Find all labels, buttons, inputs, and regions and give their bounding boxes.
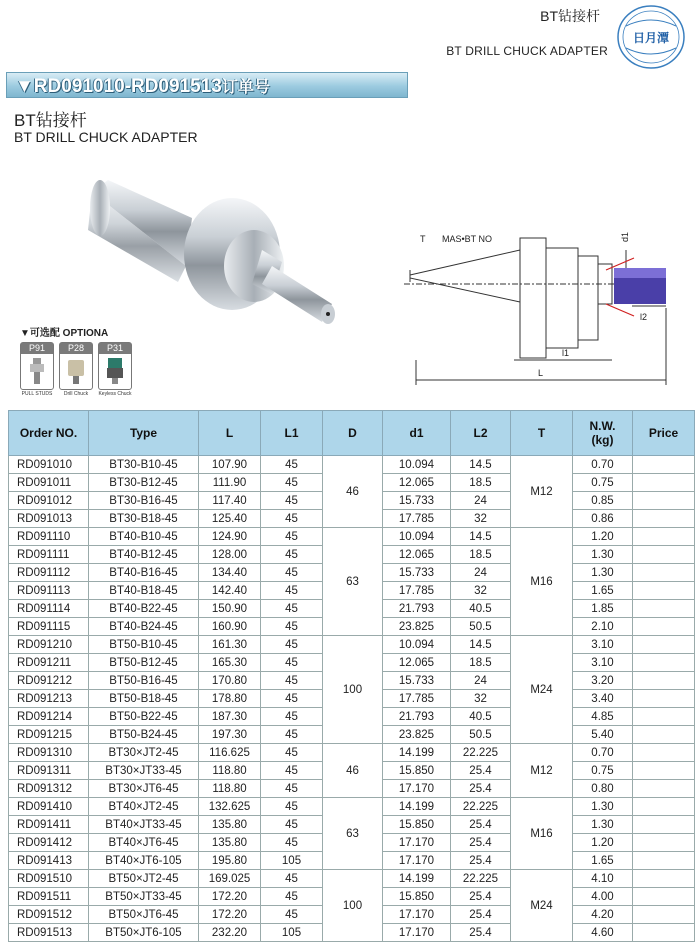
cell-L: 142.40 xyxy=(199,582,261,600)
cell-L2: 25.4 xyxy=(451,852,511,870)
cell-price xyxy=(633,744,695,762)
cell-T: M24 xyxy=(511,870,573,942)
cell-order-no: RD091214 xyxy=(9,708,89,726)
cell-D: 46 xyxy=(323,744,383,798)
option-tile-drill-chuck xyxy=(59,342,93,397)
cell-L2: 32 xyxy=(451,510,511,528)
cell-order-no: RD091510 xyxy=(9,870,89,888)
cell-L1: 45 xyxy=(261,636,323,654)
logo-lettering: 日月潭 xyxy=(632,31,670,45)
cell-price xyxy=(633,582,695,600)
cell-price xyxy=(633,834,695,852)
cell-L1: 45 xyxy=(261,834,323,852)
cell-L: 128.00 xyxy=(199,546,261,564)
cell-type: BT40×JT6-45 xyxy=(89,834,199,852)
cell-order-no: RD091114 xyxy=(9,600,89,618)
cell-L: 117.40 xyxy=(199,492,261,510)
cell-d1: 12.065 xyxy=(383,654,451,672)
cell-L: 135.80 xyxy=(199,834,261,852)
option-tiles xyxy=(20,342,132,397)
cell-L1: 45 xyxy=(261,744,323,762)
cell-order-no: RD091111 xyxy=(9,546,89,564)
option-code: P91 xyxy=(21,343,53,354)
cell-L2: 25.4 xyxy=(451,906,511,924)
cell-nw: 1.20 xyxy=(573,834,633,852)
cell-L: 169.025 xyxy=(199,870,261,888)
order-range-banner xyxy=(6,72,408,98)
cell-T: M16 xyxy=(511,528,573,636)
cell-d1: 17.785 xyxy=(383,510,451,528)
cell-order-no: RD091410 xyxy=(9,798,89,816)
banner-code-range: ▼RD091010-RD091513 xyxy=(15,76,222,97)
cell-type: BT40-B16-45 xyxy=(89,564,199,582)
cell-L: 197.30 xyxy=(199,726,261,744)
cell-price xyxy=(633,528,695,546)
cell-order-no: RD091411 xyxy=(9,816,89,834)
cell-L: 150.90 xyxy=(199,600,261,618)
cell-type: BT50×JT2-45 xyxy=(89,870,199,888)
cell-order-no: RD091011 xyxy=(9,474,89,492)
cell-nw: 1.30 xyxy=(573,816,633,834)
drawing-label-l1: l1 xyxy=(562,348,570,358)
cell-L2: 25.4 xyxy=(451,888,511,906)
options-label: ▼可选配 OPTIONA xyxy=(20,328,109,339)
cell-order-no: RD091513 xyxy=(9,924,89,942)
cell-L2: 50.5 xyxy=(451,726,511,744)
cell-L1: 45 xyxy=(261,510,323,528)
option-tile-pull-studs xyxy=(20,342,54,397)
cell-nw: 3.20 xyxy=(573,672,633,690)
option-code: P31 xyxy=(99,343,131,354)
section-title-en: BT DRILL CHUCK ADAPTER xyxy=(14,129,198,145)
cell-nw: 1.20 xyxy=(573,528,633,546)
cell-L1: 105 xyxy=(261,924,323,942)
cell-order-no: RD091310 xyxy=(9,744,89,762)
cell-d1: 17.785 xyxy=(383,690,451,708)
cell-L1: 45 xyxy=(261,672,323,690)
cell-nw: 4.85 xyxy=(573,708,633,726)
cell-L: 187.30 xyxy=(199,708,261,726)
col-header-T: T xyxy=(511,411,573,456)
cell-L1: 45 xyxy=(261,474,323,492)
cell-d1: 23.825 xyxy=(383,726,451,744)
cell-nw: 0.70 xyxy=(573,744,633,762)
cell-price xyxy=(633,600,695,618)
cell-nw: 1.30 xyxy=(573,546,633,564)
cell-price xyxy=(633,456,695,474)
cell-L2: 32 xyxy=(451,582,511,600)
banner-suffix: 订单号 xyxy=(221,79,270,96)
cell-type: BT50-B18-45 xyxy=(89,690,199,708)
cell-nw: 4.00 xyxy=(573,888,633,906)
cell-order-no: RD091312 xyxy=(9,780,89,798)
cell-L2: 22.225 xyxy=(451,798,511,816)
cell-L2: 40.5 xyxy=(451,600,511,618)
cell-L1: 45 xyxy=(261,654,323,672)
cell-order-no: RD091210 xyxy=(9,636,89,654)
cell-nw: 2.10 xyxy=(573,618,633,636)
cell-d1: 21.793 xyxy=(383,708,451,726)
cell-price xyxy=(633,906,695,924)
table-row xyxy=(9,744,695,762)
table-row xyxy=(9,798,695,816)
table-header-row xyxy=(9,411,695,456)
cell-nw: 4.60 xyxy=(573,924,633,942)
cell-d1: 14.199 xyxy=(383,870,451,888)
cell-L: 125.40 xyxy=(199,510,261,528)
cell-T: M24 xyxy=(511,636,573,744)
cell-type: BT40-B24-45 xyxy=(89,618,199,636)
cell-type: BT50×JT33-45 xyxy=(89,888,199,906)
cell-L: 124.90 xyxy=(199,528,261,546)
cell-order-no: RD091110 xyxy=(9,528,89,546)
cell-D: 100 xyxy=(323,636,383,744)
cell-d1: 12.065 xyxy=(383,474,451,492)
cell-L1: 45 xyxy=(261,690,323,708)
cell-nw: 1.65 xyxy=(573,582,633,600)
header-title-cn: BT钻接杆 xyxy=(540,8,600,24)
cell-nw: 0.75 xyxy=(573,474,633,492)
cell-nw: 0.85 xyxy=(573,492,633,510)
cell-L2: 18.5 xyxy=(451,474,511,492)
cell-d1: 10.094 xyxy=(383,636,451,654)
drawing-label-l2: l2 xyxy=(640,312,648,322)
cell-L: 111.90 xyxy=(199,474,261,492)
cell-L1: 45 xyxy=(261,870,323,888)
cell-price xyxy=(633,780,695,798)
cell-L: 134.40 xyxy=(199,564,261,582)
col-header-d1: d1 xyxy=(383,411,451,456)
cell-T: M12 xyxy=(511,456,573,528)
drawing-label-T: T xyxy=(420,234,426,244)
cell-L2: 25.4 xyxy=(451,924,511,942)
cell-L2: 14.5 xyxy=(451,528,511,546)
cell-type: BT30-B18-45 xyxy=(89,510,199,528)
pull-stud-icon xyxy=(25,356,49,386)
cell-L2: 14.5 xyxy=(451,456,511,474)
cell-price xyxy=(633,510,695,528)
cell-nw: 1.30 xyxy=(573,564,633,582)
cell-order-no: RD091212 xyxy=(9,672,89,690)
cell-L2: 25.4 xyxy=(451,762,511,780)
cell-type: BT30×JT33-45 xyxy=(89,762,199,780)
cell-L1: 45 xyxy=(261,816,323,834)
cell-d1: 17.170 xyxy=(383,906,451,924)
cell-L2: 22.225 xyxy=(451,870,511,888)
cell-L1: 45 xyxy=(261,780,323,798)
table-row xyxy=(9,870,695,888)
table-row xyxy=(9,456,695,474)
cell-price xyxy=(633,618,695,636)
cell-nw: 0.70 xyxy=(573,456,633,474)
cell-L2: 18.5 xyxy=(451,654,511,672)
cell-L1: 45 xyxy=(261,798,323,816)
cell-type: BT30-B10-45 xyxy=(89,456,199,474)
cell-nw: 4.10 xyxy=(573,870,633,888)
cell-order-no: RD091010 xyxy=(9,456,89,474)
cell-type: BT50-B10-45 xyxy=(89,636,199,654)
col-header-L2: L2 xyxy=(451,411,511,456)
product-photo xyxy=(82,170,362,350)
cell-D: 46 xyxy=(323,456,383,528)
cell-price xyxy=(633,798,695,816)
cell-type: BT40×JT2-45 xyxy=(89,798,199,816)
cell-L1: 45 xyxy=(261,726,323,744)
cell-L2: 24 xyxy=(451,492,511,510)
cell-nw: 5.40 xyxy=(573,726,633,744)
cell-d1: 15.733 xyxy=(383,672,451,690)
cell-L: 107.90 xyxy=(199,456,261,474)
cell-order-no: RD091211 xyxy=(9,654,89,672)
col-header-L: L xyxy=(199,411,261,456)
cell-price xyxy=(633,924,695,942)
cell-order-no: RD091013 xyxy=(9,510,89,528)
cell-L2: 32 xyxy=(451,690,511,708)
cell-D: 63 xyxy=(323,798,383,870)
cell-T: M12 xyxy=(511,744,573,798)
cell-L: 118.80 xyxy=(199,780,261,798)
cell-type: BT40-B22-45 xyxy=(89,600,199,618)
cell-L2: 25.4 xyxy=(451,780,511,798)
cell-T: M16 xyxy=(511,798,573,870)
cell-order-no: RD091512 xyxy=(9,906,89,924)
cell-L: 195.80 xyxy=(199,852,261,870)
table-row xyxy=(9,636,695,654)
cell-L2: 24 xyxy=(451,564,511,582)
cell-L1: 105 xyxy=(261,852,323,870)
cell-L1: 45 xyxy=(261,546,323,564)
cell-d1: 17.170 xyxy=(383,834,451,852)
col-header-type: Type xyxy=(89,411,199,456)
cell-d1: 21.793 xyxy=(383,600,451,618)
cell-price xyxy=(633,564,695,582)
cell-D: 63 xyxy=(323,528,383,636)
cell-price xyxy=(633,708,695,726)
cell-L1: 45 xyxy=(261,618,323,636)
cell-d1: 15.733 xyxy=(383,564,451,582)
cell-price xyxy=(633,870,695,888)
cell-L1: 45 xyxy=(261,528,323,546)
cell-L2: 24 xyxy=(451,672,511,690)
cell-type: BT40-B10-45 xyxy=(89,528,199,546)
cell-L: 116.625 xyxy=(199,744,261,762)
cell-L: 132.625 xyxy=(199,798,261,816)
cell-L: 232.20 xyxy=(199,924,261,942)
spec-table xyxy=(8,410,695,942)
cell-order-no: RD091012 xyxy=(9,492,89,510)
cell-L1: 45 xyxy=(261,582,323,600)
cell-L: 160.90 xyxy=(199,618,261,636)
drawing-label-mas: MAS•BT NO xyxy=(442,234,492,244)
cell-type: BT40-B18-45 xyxy=(89,582,199,600)
cell-type: BT50-B16-45 xyxy=(89,672,199,690)
cell-d1: 15.733 xyxy=(383,492,451,510)
cell-type: BT30-B16-45 xyxy=(89,492,199,510)
section-title-cn: BT钻接杆 xyxy=(14,111,87,130)
cell-nw: 0.75 xyxy=(573,762,633,780)
cell-d1: 14.199 xyxy=(383,744,451,762)
cell-L2: 40.5 xyxy=(451,708,511,726)
cell-L1: 45 xyxy=(261,600,323,618)
cell-nw: 4.20 xyxy=(573,906,633,924)
cell-L: 178.80 xyxy=(199,690,261,708)
drill-chuck-icon xyxy=(64,356,88,386)
cell-nw: 1.85 xyxy=(573,600,633,618)
cell-order-no: RD091112 xyxy=(9,564,89,582)
cell-type: BT50-B24-45 xyxy=(89,726,199,744)
cell-d1: 10.094 xyxy=(383,528,451,546)
cell-price xyxy=(633,654,695,672)
col-header-order: Order NO. xyxy=(9,411,89,456)
cell-L: 118.80 xyxy=(199,762,261,780)
cell-L1: 45 xyxy=(261,888,323,906)
drawing-label-L: L xyxy=(538,368,544,378)
cell-price xyxy=(633,474,695,492)
cell-L1: 45 xyxy=(261,564,323,582)
col-header-L1: L1 xyxy=(261,411,323,456)
cell-nw: 3.10 xyxy=(573,654,633,672)
cell-d1: 15.850 xyxy=(383,888,451,906)
cell-d1: 15.850 xyxy=(383,762,451,780)
cell-price xyxy=(633,492,695,510)
col-header-nw: N.W. (kg) xyxy=(573,411,633,456)
cell-d1: 14.199 xyxy=(383,798,451,816)
option-caption: Drill Chuck xyxy=(63,391,89,397)
cell-order-no: RD091412 xyxy=(9,834,89,852)
cell-type: BT40×JT6-105 xyxy=(89,852,199,870)
cell-price xyxy=(633,888,695,906)
brand-logo xyxy=(616,4,686,70)
cell-price xyxy=(633,636,695,654)
cell-price xyxy=(633,852,695,870)
cell-L2: 18.5 xyxy=(451,546,511,564)
cell-nw: 1.30 xyxy=(573,798,633,816)
cell-L: 135.80 xyxy=(199,816,261,834)
option-caption: Keyless Chuck xyxy=(98,391,132,397)
cell-L1: 45 xyxy=(261,906,323,924)
cell-L2: 25.4 xyxy=(451,816,511,834)
table-row xyxy=(9,528,695,546)
cell-order-no: RD091113 xyxy=(9,582,89,600)
cell-type: BT40×JT33-45 xyxy=(89,816,199,834)
technical-drawing xyxy=(402,220,696,390)
cell-L2: 50.5 xyxy=(451,618,511,636)
cell-d1: 17.170 xyxy=(383,780,451,798)
cell-type: BT50×JT6-45 xyxy=(89,906,199,924)
cell-L2: 25.4 xyxy=(451,834,511,852)
cell-d1: 10.094 xyxy=(383,456,451,474)
cell-d1: 23.825 xyxy=(383,618,451,636)
cell-L2: 22.225 xyxy=(451,744,511,762)
cell-L: 172.20 xyxy=(199,906,261,924)
cell-d1: 12.065 xyxy=(383,546,451,564)
cell-type: BT50-B12-45 xyxy=(89,654,199,672)
cell-order-no: RD091115 xyxy=(9,618,89,636)
col-header-price: Price xyxy=(633,411,695,456)
drawing-label-d1: d1 xyxy=(620,231,630,242)
cell-price xyxy=(633,726,695,744)
option-tile-keyless-chuck xyxy=(98,342,132,397)
cell-type: BT50×JT6-105 xyxy=(89,924,199,942)
cell-L1: 45 xyxy=(261,492,323,510)
cell-type: BT30-B12-45 xyxy=(89,474,199,492)
cell-type: BT30×JT6-45 xyxy=(89,780,199,798)
keyless-chuck-icon xyxy=(103,356,127,386)
cell-L: 165.30 xyxy=(199,654,261,672)
cell-order-no: RD091311 xyxy=(9,762,89,780)
cell-type: BT40-B12-45 xyxy=(89,546,199,564)
cell-order-no: RD091213 xyxy=(9,690,89,708)
header-title-en: BT DRILL CHUCK ADAPTER xyxy=(446,44,608,58)
cell-L1: 45 xyxy=(261,762,323,780)
cell-price xyxy=(633,546,695,564)
cell-nw: 0.86 xyxy=(573,510,633,528)
cell-order-no: RD091511 xyxy=(9,888,89,906)
cell-D: 100 xyxy=(323,870,383,942)
cell-price xyxy=(633,690,695,708)
cell-order-no: RD091413 xyxy=(9,852,89,870)
cell-type: BT50-B22-45 xyxy=(89,708,199,726)
cell-d1: 17.170 xyxy=(383,924,451,942)
option-caption: PULL STUDS xyxy=(21,391,53,397)
cell-d1: 17.785 xyxy=(383,582,451,600)
cell-L1: 45 xyxy=(261,456,323,474)
cell-type: BT30×JT2-45 xyxy=(89,744,199,762)
cell-d1: 15.850 xyxy=(383,816,451,834)
cell-L2: 14.5 xyxy=(451,636,511,654)
cell-L: 161.30 xyxy=(199,636,261,654)
cell-L: 172.20 xyxy=(199,888,261,906)
cell-nw: 0.80 xyxy=(573,780,633,798)
table-body xyxy=(9,456,695,942)
cell-price xyxy=(633,762,695,780)
col-header-D: D xyxy=(323,411,383,456)
cell-order-no: RD091215 xyxy=(9,726,89,744)
cell-nw: 3.40 xyxy=(573,690,633,708)
cell-price xyxy=(633,816,695,834)
option-code: P28 xyxy=(60,343,92,354)
cell-nw: 3.10 xyxy=(573,636,633,654)
cell-price xyxy=(633,672,695,690)
cell-L1: 45 xyxy=(261,708,323,726)
cell-d1: 17.170 xyxy=(383,852,451,870)
cell-L: 170.80 xyxy=(199,672,261,690)
cell-nw: 1.65 xyxy=(573,852,633,870)
